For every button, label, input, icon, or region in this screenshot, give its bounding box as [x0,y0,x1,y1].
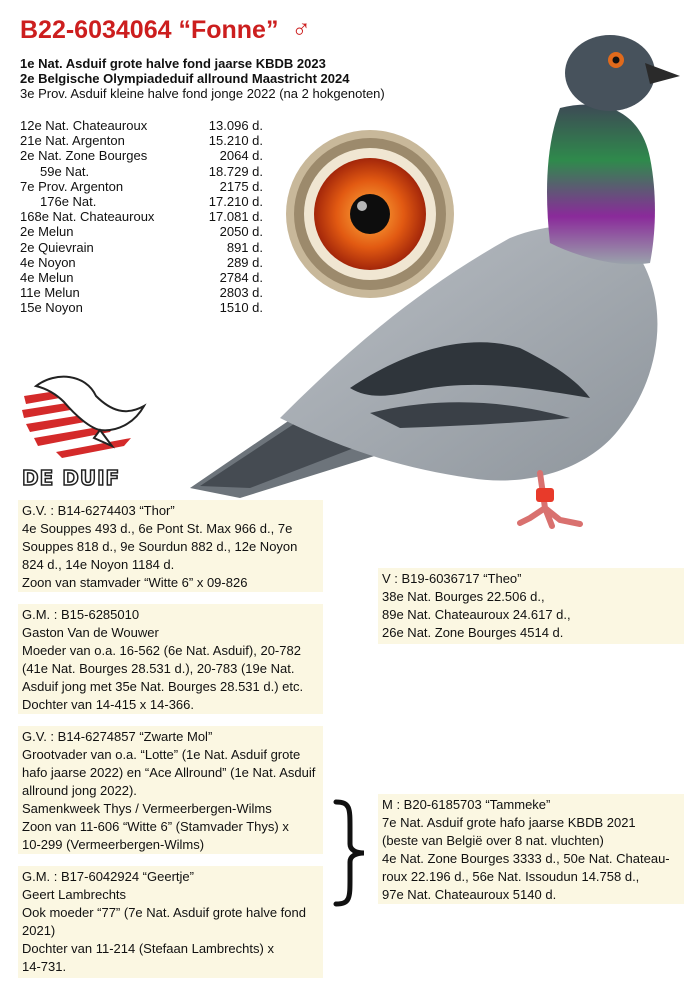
pedigree-father [378,568,684,644]
result-race: 21e Nat. Argenton [20,133,125,149]
pedigree-line: allround jong 2022). [22,783,137,798]
pedigree-line: hafo jaarse 2022) en “Ace Allround” (1e Nat. Asduif [22,765,316,780]
achievement-line: 1e Nat. Asduif grote halve fond jaarse KBDB 2023 [20,56,326,71]
result-race: 12e Nat. Chateauroux [20,118,148,133]
result-race: 4e Melun [20,270,74,286]
pedigree-line: 824 d., 14e Noyon 1184 d. [22,557,175,572]
pedigree-line: 4e Nat. Zone Bourges 3333 d., 50e Nat. Chateau- [382,851,670,866]
pedigree-line: Grootvader van o.a. “Lotte” (1e Nat. Asduif grote [22,747,301,762]
result-distance: 2050 d. [219,224,263,240]
achievement-line: 3e Prov. Asduif kleine halve fond jonge 2022 (na 2 hokgenoten) [20,86,385,101]
result-distance: 2803 d. [219,285,263,301]
result-distance: 2175 d. [219,178,263,194]
logo-text: DE DUIF [22,466,121,490]
pedigree-line: Samenkweek Thys / Vermeerbergen-Wilms [22,801,272,816]
pedigree-line: G.M. : B17-6042924 “Geertje” [22,869,194,884]
pedigree-line: 97e Nat. Chateauroux 5140 d. [382,887,557,902]
result-race: 7e Prov. Argenton [20,178,124,194]
result-race: 176e Nat. [40,194,97,210]
pedigree-grandfather-maternal [18,726,323,854]
result-race: 2e Melun [20,224,74,240]
pedigree-line: Zoon van stamvader “Witte 6” x 09-826 [22,575,248,590]
eye-closeup-photo [284,128,456,300]
pedigree-line: 4e Souppes 493 d., 6e Pont St. Max 966 d., 7e [22,521,293,536]
pedigree-line: Souppes 818 d., 9e Sourdun 882 d., 12e Noyon [22,539,298,554]
pedigree-line: roux 22.196 d., 56e Nat. Issoudun 14.758 d., [382,869,640,884]
result-distance: 15.210 d. [208,133,263,149]
de-duif-logo [16,366,148,488]
result-race: 59e Nat. [40,163,90,179]
pedigree-line: Ook moeder “77” (7e Nat. Asduif grote halve fond [22,905,306,920]
pedigree-line: Gaston Van de Wouwer [22,625,159,640]
result-race: 11e Melun [20,285,80,301]
result-distance: 891 d. [226,239,263,255]
pedigree-line: G.M. : B15-6285010 [22,607,140,622]
result-distance: 2064 d. [219,148,263,164]
result-distance: 17.210 d. [208,194,263,210]
achievement-line: 2e Belgische Olympiadeduif allround Maastricht 2024 [20,71,350,86]
result-race: 2e Nat. Zone Bourges [20,148,148,164]
result-distance: 1510 d. [219,300,263,316]
result-race: 15e Noyon [20,300,83,316]
pedigree-line: V : B19-6036717 “Theo” [382,571,522,586]
brace-connector-icon [330,798,370,908]
male-symbol-icon: ♂ [291,14,311,44]
pedigree-line: 38e Nat. Bourges 22.506 d., [382,589,545,604]
pedigree-line: Moeder van o.a. 16-562 (6e Nat. Asduif), 20-782 [22,643,301,658]
pedigree-line: 89e Nat. Chateauroux 24.617 d., [382,607,571,622]
result-distance: 13.096 d. [208,118,263,133]
pedigree-line: Asduif jong met 35e Nat. Bourges 28.531 d.) etc. [22,679,304,694]
pedigree-line: G.V. : B14-6274403 “Thor” [22,503,175,518]
pedigree-line: (41e Nat. Bourges 28.531 d.), 20-783 (19e Nat. [22,661,295,676]
pedigree-line: G.V. : B14-6274857 “Zwarte Mol” [22,729,213,744]
pigeon-name: “Fonne” [178,16,279,44]
pedigree-grandmother-paternal [18,604,323,714]
result-distance: 289 d. [226,254,263,270]
dove-icon [16,366,148,461]
result-distance: 17.081 d. [208,209,263,225]
pedigree-line: Dochter van 11-214 (Stefaan Lambrechts) x [22,941,274,956]
pedigree-line: 7e Nat. Asduif grote hafo jaarse KBDB 2021 [382,815,636,830]
result-race: 168e Nat. Chateauroux [20,209,155,225]
pedigree-grandmother-maternal [18,866,323,978]
pedigree-grandfather-paternal [18,500,323,592]
pedigree-line: Geert Lambrechts [22,887,127,902]
ring-number: B22-6034064 [20,16,172,44]
pedigree-line: M : B20-6185703 “Tammeke” [382,797,551,812]
pedigree-line: 10-299 (Vermeerbergen-Wilms) [22,837,205,852]
pedigree-mother [378,794,684,904]
pedigree-line: 14-731. [22,959,67,974]
pedigree-line: Dochter van 14-415 x 14-366. [22,697,194,712]
result-distance: 2784 d. [219,270,263,286]
result-race: 4e Noyon [20,254,76,270]
result-distance: 18.729 d. [208,163,263,179]
pedigree-line: 2021) [22,923,56,938]
pedigree-line: (beste van België over 8 nat. vluchten) [382,833,604,848]
result-race: 2e Quievrain [20,239,94,255]
pedigree-line: 26e Nat. Zone Bourges 4514 d. [382,625,564,640]
pedigree-line: Zoon van 11-606 “Witte 6” (Stamvader Thys) x [22,819,289,834]
